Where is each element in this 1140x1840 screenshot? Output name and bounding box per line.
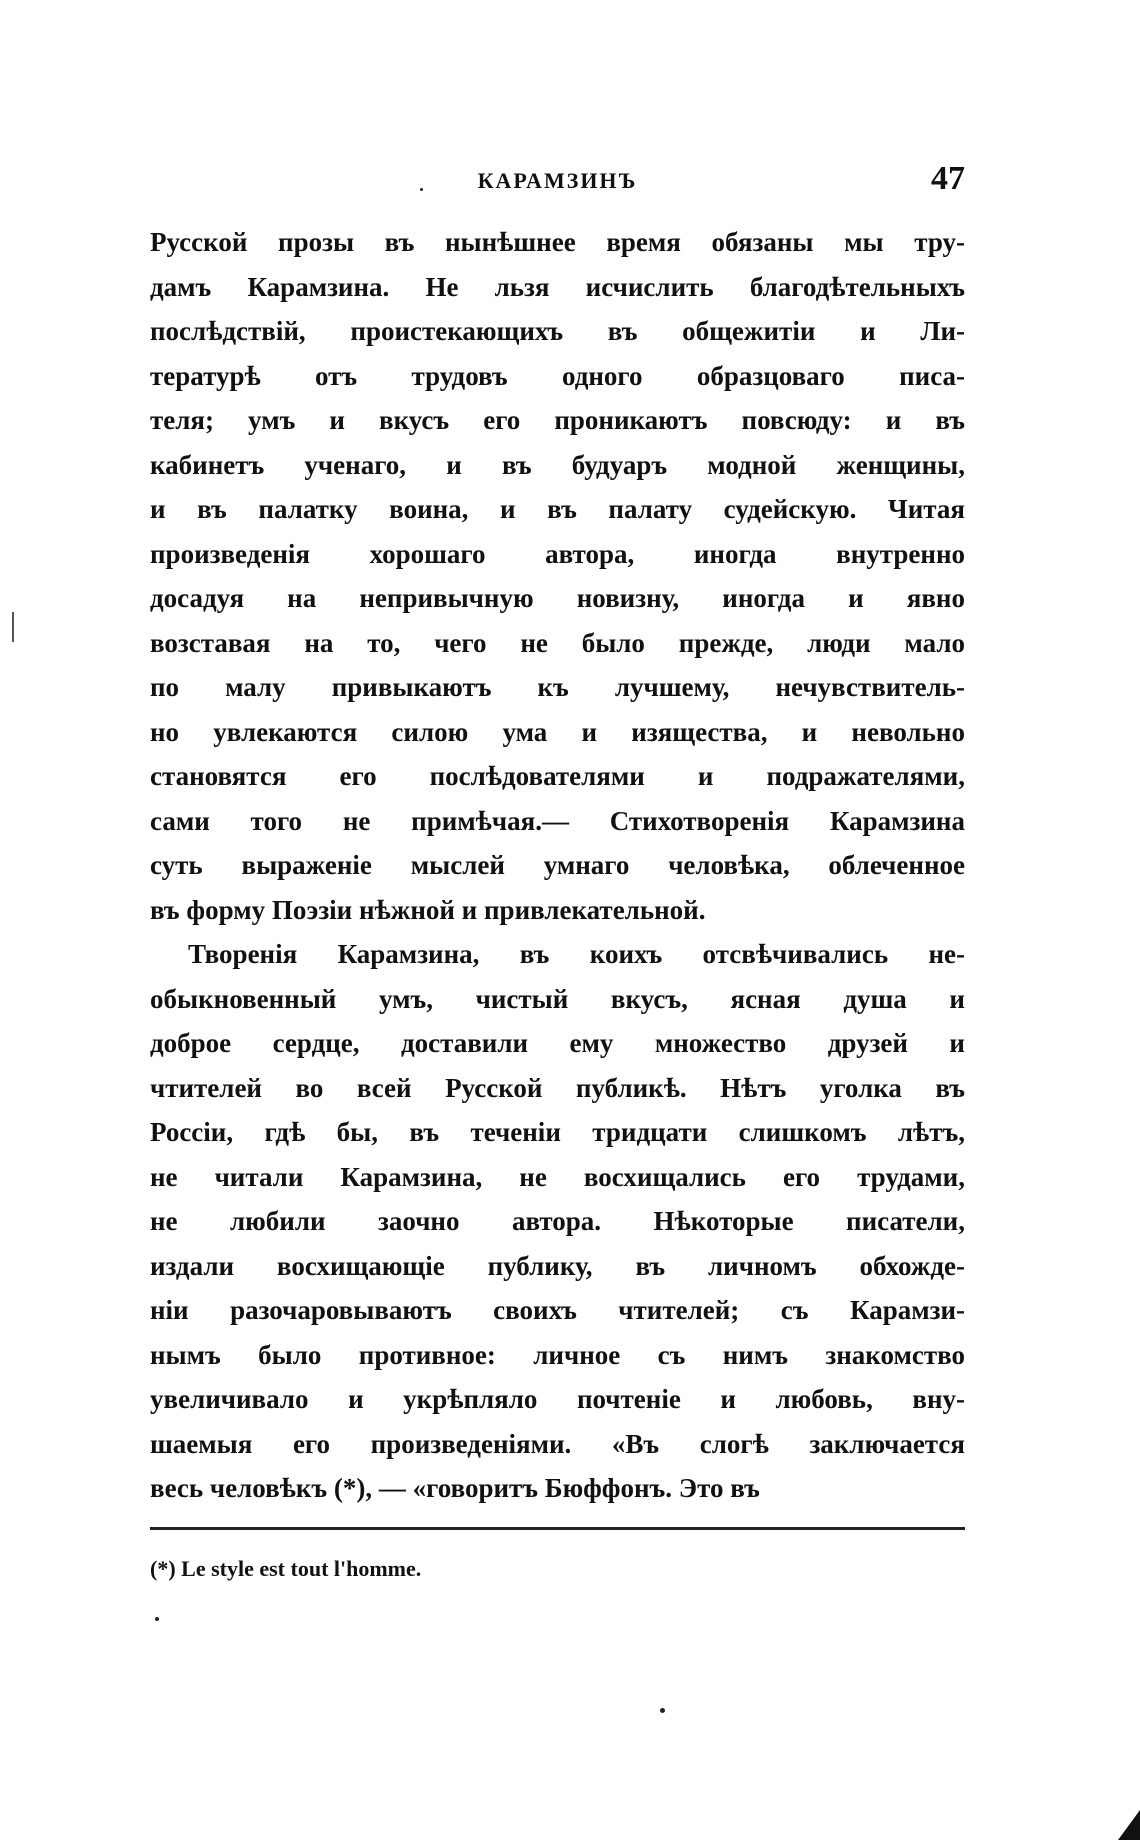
text-line: увеличивало и укрѣпляло почтеніе и любовь, вну-	[150, 1384, 965, 1414]
ink-speck	[420, 188, 423, 191]
text-line: и въ палатку воина, и въ палату судейскую. Читая	[150, 494, 965, 524]
text-line: дамъ Карамзина. Не льзя исчислить благодѣтельныхъ	[150, 271, 965, 302]
text-line: не читали Карамзина, не восхищались его трудами,	[150, 1161, 965, 1192]
paragraph-1	[150, 220, 965, 932]
margin-mark	[12, 612, 14, 642]
text-line: становятся его послѣдователями и подражателями,	[150, 761, 965, 791]
text-line: доброе сердце, доставили ему множество друзей и	[150, 1028, 965, 1058]
text-line: суть выраженіе мыслей умнаго человѣка, облеченное	[150, 850, 965, 880]
running-head	[150, 160, 965, 204]
text-line: возставая на то, чего не было прежде, люди мало	[150, 627, 965, 658]
text-line: сами того не примѣчая.— Стихотворенія Карамзина	[150, 805, 965, 836]
paragraph-2	[150, 932, 965, 1511]
text-line: произведенія хорошаго автора, иногда внутренно	[150, 538, 965, 569]
text-line: досадуя на непривычную новизну, иногда и явно	[150, 583, 965, 613]
text-line: кабинетъ ученаго, и въ будуаръ модной женщины,	[150, 449, 965, 480]
corner-mark	[1118, 1810, 1140, 1840]
ink-speck	[660, 1708, 665, 1713]
text-line: тературѣ отъ трудовъ одного образцоваго писа-	[150, 360, 965, 391]
text-line: Творенія Карамзина, въ коихъ отсвѣчивались не-	[188, 939, 965, 969]
text-line: въ форму Поэзіи нѣжной и привлекательной.	[150, 894, 706, 925]
text-line: по малу привыкаютъ къ лучшему, нечувствитель-	[150, 672, 965, 702]
text-line: шаемыя его произведеніями. «Въ слогѣ заключается	[150, 1428, 965, 1459]
text-line: послѣдствій, проистекающихъ въ общежитіи и Ли-	[150, 316, 965, 346]
text-line: нымъ было противное: личное съ нимъ знакомство	[150, 1339, 965, 1370]
body-text	[150, 220, 965, 1511]
footnote: (*) Le style est tout l'homme.	[150, 1556, 422, 1581]
running-title: КАРАМЗИНЪ	[477, 168, 638, 193]
ink-speck	[155, 1617, 159, 1621]
text-line: Русской прозы въ нынѣшнее время обязаны мы тру-	[150, 227, 965, 257]
text-line: обыкновенный умъ, чистый вкусъ, ясная душа и	[150, 983, 965, 1014]
text-line: ніи разочаровываютъ своихъ чтителей; съ Карамзи-	[150, 1295, 965, 1325]
text-line: не любили заочно автора. Нѣкоторые писатели,	[150, 1206, 965, 1236]
text-line: но увлекаются силою ума и изящества, и невольно	[150, 716, 965, 747]
text-line: весь человѣкъ (*), — «говоритъ Бюффонъ. Это въ	[150, 1473, 760, 1503]
text-line: Россіи, гдѣ бы, въ теченіи тридцати слишкомъ лѣтъ,	[150, 1117, 965, 1147]
text-line: издали восхищающіе публику, въ личномъ обхожде-	[150, 1250, 965, 1281]
footnote-rule	[150, 1527, 965, 1530]
text-line: теля; умъ и вкусъ его проникаютъ повсюду: и въ	[150, 405, 965, 435]
page-number: 47	[931, 160, 965, 197]
text-line: чтителей во всей Русской публикѣ. Нѣтъ уголка въ	[150, 1072, 965, 1103]
